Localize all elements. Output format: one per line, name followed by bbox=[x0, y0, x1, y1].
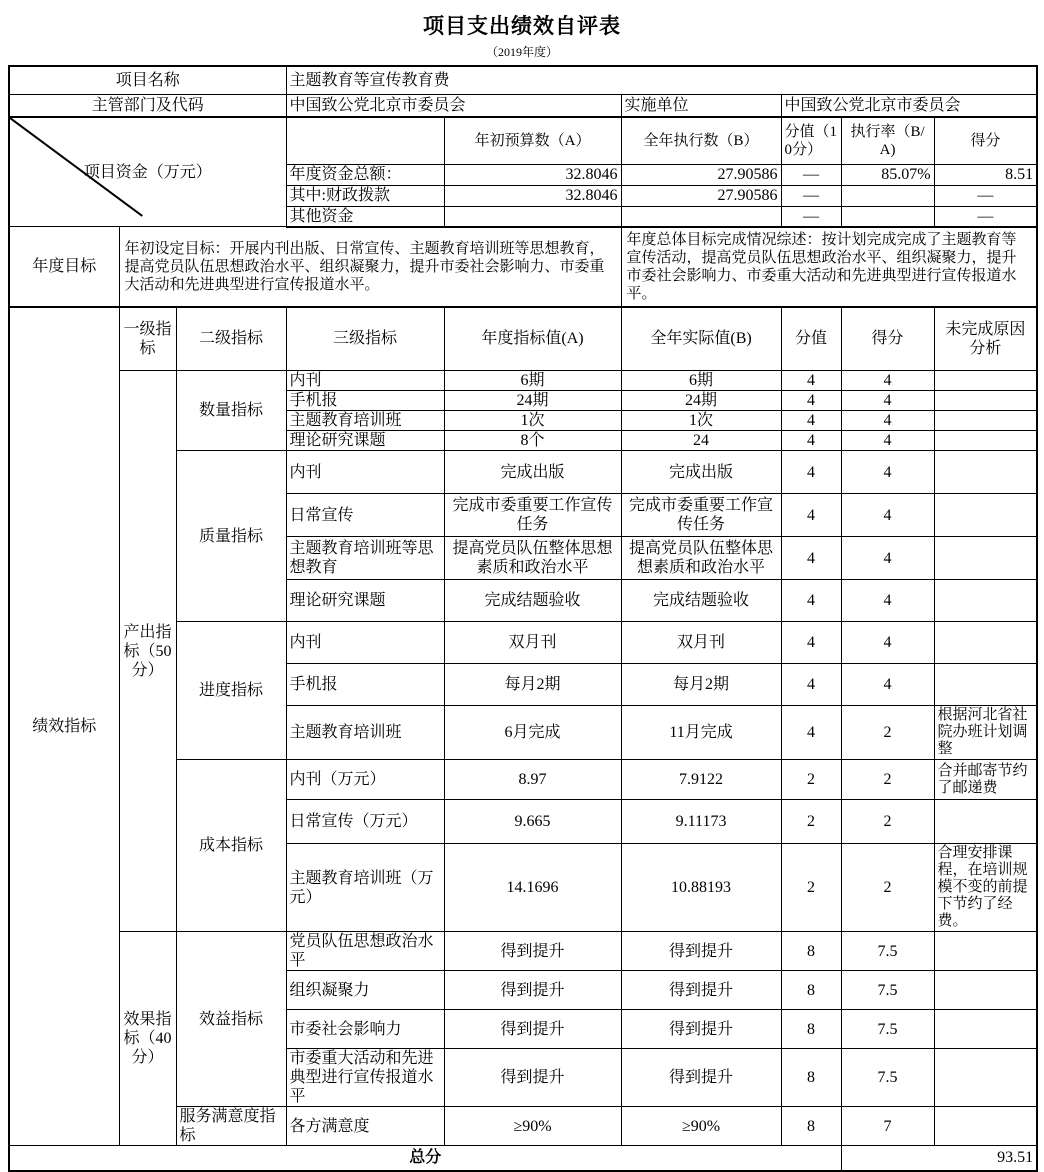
indicator-actual: 得到提升 bbox=[621, 1049, 781, 1107]
indicator-target: 1次 bbox=[444, 411, 621, 431]
funding-score: — bbox=[934, 206, 1037, 227]
funding-actual bbox=[621, 206, 781, 227]
indicator-l3: 党员队伍思想政治水平 bbox=[286, 932, 444, 971]
indicator-weight: 8 bbox=[781, 971, 841, 1010]
indicator-note bbox=[934, 664, 1037, 706]
indicator-score: 7.5 bbox=[841, 1010, 934, 1049]
indicator-note: 合并邮寄节约了邮递费 bbox=[934, 760, 1037, 800]
indicator-weight: 4 bbox=[781, 537, 841, 580]
page-subtitle: （2019年度） bbox=[485, 45, 558, 59]
indicator-target: 8.97 bbox=[444, 760, 621, 800]
funding-actual: 27.90586 bbox=[621, 164, 781, 185]
funding-score: 8.51 bbox=[934, 164, 1037, 185]
indicator-weight: 4 bbox=[781, 706, 841, 760]
indicator-weight: 2 bbox=[781, 760, 841, 800]
indicator-actual: ≥90% bbox=[621, 1107, 781, 1146]
indicator-note bbox=[934, 537, 1037, 580]
indicator-target: 得到提升 bbox=[444, 971, 621, 1010]
indicator-weight: 4 bbox=[781, 622, 841, 664]
indicator-score: 4 bbox=[841, 431, 934, 451]
funding-budget: 32.8046 bbox=[444, 185, 621, 206]
funding-header-rate: 执行率（B/A) bbox=[841, 117, 934, 164]
indicator-l3: 主题教育培训班 bbox=[286, 411, 444, 431]
indicator-score: 4 bbox=[841, 537, 934, 580]
indicator-target: ≥90% bbox=[444, 1107, 621, 1146]
indicator-actual: 24期 bbox=[621, 391, 781, 411]
indicator-target: 6月完成 bbox=[444, 706, 621, 760]
indicator-l3: 手机报 bbox=[286, 664, 444, 706]
indicator-weight: 8 bbox=[781, 932, 841, 971]
funding-row-label: 其中:财政拨款 bbox=[286, 185, 444, 206]
indicator-weight: 4 bbox=[781, 580, 841, 622]
indicator-row bbox=[9, 932, 1037, 971]
indicator-score: 2 bbox=[841, 844, 934, 932]
indicator-score: 7.5 bbox=[841, 1049, 934, 1107]
indicator-weight: 4 bbox=[781, 371, 841, 391]
funding-rate bbox=[841, 206, 934, 227]
indicator-l3: 内刊 bbox=[286, 622, 444, 664]
indicator-l3: 日常宣传 bbox=[286, 494, 444, 537]
indicator-actual: 每月2期 bbox=[621, 664, 781, 706]
indicator-actual: 完成结题验收 bbox=[621, 580, 781, 622]
funding-row-label: 年度资金总额： bbox=[286, 164, 444, 185]
indicator-l3: 内刊 bbox=[286, 451, 444, 494]
annual-goal-summary: 年度总体目标完成情况综述：按计划完成完成了主题教育等宣传活动，提高党员队伍思想政治水平、组织凝聚力，提升市委社会影响力、市委重大活动和先进典型进行宣传报道水平。 bbox=[621, 227, 1037, 307]
impl-value: 中国致公党北京市委员会 bbox=[781, 94, 1037, 117]
indicator-weight: 4 bbox=[781, 494, 841, 537]
indicator-note bbox=[934, 800, 1037, 844]
indicator-note bbox=[934, 391, 1037, 411]
dept-label: 主管部门及代码 bbox=[9, 94, 286, 117]
indicator-target: 双月刊 bbox=[444, 622, 621, 664]
indicator-score: 4 bbox=[841, 622, 934, 664]
indicator-l3: 市委重大活动和先进典型进行宣传报道水平 bbox=[286, 1049, 444, 1107]
table-row bbox=[9, 307, 1037, 371]
level2-progress: 进度指标 bbox=[176, 622, 286, 760]
indicator-note bbox=[934, 932, 1037, 971]
total-label: 总分 bbox=[9, 1146, 841, 1171]
indicator-weight: 4 bbox=[781, 391, 841, 411]
impl-label: 实施单位 bbox=[621, 94, 781, 117]
indicator-score: 2 bbox=[841, 800, 934, 844]
table-row bbox=[9, 94, 1037, 117]
indicator-actual: 双月刊 bbox=[621, 622, 781, 664]
funding-header-actual: 全年执行数（B） bbox=[621, 117, 781, 164]
indicator-note bbox=[934, 411, 1037, 431]
indicator-note bbox=[934, 431, 1037, 451]
indicator-l3: 主题教育培训班 bbox=[286, 706, 444, 760]
funding-label-text: 项目资金（万元） bbox=[83, 163, 212, 181]
indicator-target: 得到提升 bbox=[444, 1010, 621, 1049]
indicator-note bbox=[934, 1010, 1037, 1049]
indicator-score: 4 bbox=[841, 580, 934, 622]
indicator-note bbox=[934, 1049, 1037, 1107]
table-row bbox=[9, 117, 1037, 164]
indicator-actual: 提高党员队伍整体思想素质和政治水平 bbox=[621, 537, 781, 580]
indicator-target: 8个 bbox=[444, 431, 621, 451]
indicator-note bbox=[934, 451, 1037, 494]
indicator-l3: 理论研究课题 bbox=[286, 580, 444, 622]
indicator-actual: 11月完成 bbox=[621, 706, 781, 760]
indicator-actual: 得到提升 bbox=[621, 932, 781, 971]
indicator-l3: 主题教育培训班等思想教育 bbox=[286, 537, 444, 580]
funding-weight: — bbox=[781, 206, 841, 227]
project-name-label: 项目名称 bbox=[9, 66, 286, 94]
indicator-actual: 9.11173 bbox=[621, 800, 781, 844]
indicator-target: 完成结题验收 bbox=[444, 580, 621, 622]
indicator-target: 6期 bbox=[444, 371, 621, 391]
indicator-l3: 内刊 bbox=[286, 371, 444, 391]
indicator-note bbox=[934, 494, 1037, 537]
header-reason: 未完成原因分析 bbox=[934, 307, 1037, 371]
level2-quality: 质量指标 bbox=[176, 451, 286, 622]
indicator-target: 14.1696 bbox=[444, 844, 621, 932]
indicator-weight: 4 bbox=[781, 411, 841, 431]
indicator-score: 4 bbox=[841, 371, 934, 391]
indicator-target: 完成市委重要工作宣传任务 bbox=[444, 494, 621, 537]
funding-score: — bbox=[934, 185, 1037, 206]
header-target: 年度指标值(A) bbox=[444, 307, 621, 371]
funding-row-label: 其他资金 bbox=[286, 206, 444, 227]
table-row bbox=[9, 66, 1037, 94]
funding-rate bbox=[841, 185, 934, 206]
funding-budget: 32.8046 bbox=[444, 164, 621, 185]
indicator-weight: 8 bbox=[781, 1107, 841, 1146]
annual-goal-initial: 年初设定目标：开展内刊出版、日常宣传、主题教育培训班等思想教育，提高党员队伍思想政治水平、组织凝聚力，提升市委社会影响力、市委重大活动和先进典型进行宣传报道水平。 bbox=[119, 227, 621, 307]
funding-header-score: 得分 bbox=[934, 117, 1037, 164]
indicator-actual: 完成市委重要工作宣传任务 bbox=[621, 494, 781, 537]
header-actual: 全年实际值(B) bbox=[621, 307, 781, 371]
indicator-actual: 得到提升 bbox=[621, 1010, 781, 1049]
funding-header-budget: 年初预算数（A） bbox=[444, 117, 621, 164]
indicator-target: 每月2期 bbox=[444, 664, 621, 706]
indicator-score: 2 bbox=[841, 706, 934, 760]
indicator-note bbox=[934, 1107, 1037, 1146]
indicator-l3: 手机报 bbox=[286, 391, 444, 411]
level2-satisfaction: 服务满意度指标 bbox=[176, 1107, 286, 1146]
indicator-note bbox=[934, 580, 1037, 622]
indicator-score: 4 bbox=[841, 391, 934, 411]
header-weight: 分值 bbox=[781, 307, 841, 371]
page-title: 项目支出绩效自评表 bbox=[423, 14, 621, 38]
indicator-actual: 6期 bbox=[621, 371, 781, 391]
annual-goal-label: 年度目标 bbox=[9, 227, 119, 307]
level1-output: 产出指标（50分） bbox=[119, 371, 176, 932]
funding-weight: — bbox=[781, 164, 841, 185]
level2-quantity: 数量指标 bbox=[176, 371, 286, 451]
header-l2: 二级指标 bbox=[176, 307, 286, 371]
indicator-score: 4 bbox=[841, 411, 934, 431]
self-evaluation-table bbox=[8, 65, 1038, 1172]
indicator-score: 7.5 bbox=[841, 932, 934, 971]
indicator-target: 得到提升 bbox=[444, 1049, 621, 1107]
indicator-weight: 4 bbox=[781, 431, 841, 451]
indicator-note: 根据河北省社院办班计划调整 bbox=[934, 706, 1037, 760]
indicator-l3: 组织凝聚力 bbox=[286, 971, 444, 1010]
indicator-score: 7 bbox=[841, 1107, 934, 1146]
indicator-l3: 各方满意度 bbox=[286, 1107, 444, 1146]
indicator-actual: 完成出版 bbox=[621, 451, 781, 494]
indicator-actual: 7.9122 bbox=[621, 760, 781, 800]
indicator-note bbox=[934, 371, 1037, 391]
indicator-target: 9.665 bbox=[444, 800, 621, 844]
indicator-target: 24期 bbox=[444, 391, 621, 411]
funding-section-label bbox=[9, 117, 286, 227]
indicator-weight: 4 bbox=[781, 451, 841, 494]
indicator-note bbox=[934, 622, 1037, 664]
total-value: 93.51 bbox=[841, 1146, 1037, 1171]
funding-rate: 85.07% bbox=[841, 164, 934, 185]
indicator-l3: 理论研究课题 bbox=[286, 431, 444, 451]
indicator-score: 4 bbox=[841, 664, 934, 706]
indicator-note: 合理安排课程，在培训规模不变的前提下节约了经费。 bbox=[934, 844, 1037, 932]
level2-cost: 成本指标 bbox=[176, 760, 286, 932]
indicator-target: 完成出版 bbox=[444, 451, 621, 494]
funding-weight: — bbox=[781, 185, 841, 206]
indicator-score: 7.5 bbox=[841, 971, 934, 1010]
table-row bbox=[9, 227, 1037, 307]
indicator-score: 2 bbox=[841, 760, 934, 800]
indicator-weight: 8 bbox=[781, 1010, 841, 1049]
indicator-weight: 4 bbox=[781, 664, 841, 706]
indicator-l3: 市委社会影响力 bbox=[286, 1010, 444, 1049]
total-row bbox=[9, 1146, 1037, 1171]
level2-benefit: 效益指标 bbox=[176, 932, 286, 1107]
indicators-section-label: 绩效指标 bbox=[9, 307, 119, 1146]
indicator-l3: 内刊（万元） bbox=[286, 760, 444, 800]
indicator-actual: 得到提升 bbox=[621, 971, 781, 1010]
indicator-actual: 24 bbox=[621, 431, 781, 451]
funding-blank-cell bbox=[286, 117, 444, 164]
indicator-weight: 8 bbox=[781, 1049, 841, 1107]
indicator-l3: 日常宣传（万元） bbox=[286, 800, 444, 844]
indicator-row bbox=[9, 371, 1037, 391]
indicator-target: 得到提升 bbox=[444, 932, 621, 971]
header-score: 得分 bbox=[841, 307, 934, 371]
indicator-weight: 2 bbox=[781, 800, 841, 844]
indicator-score: 4 bbox=[841, 451, 934, 494]
project-name-value: 主题教育等宣传教育费 bbox=[286, 66, 1037, 94]
indicator-note bbox=[934, 971, 1037, 1010]
indicator-l3: 主题教育培训班（万元） bbox=[286, 844, 444, 932]
indicator-target: 提高党员队伍整体思想素质和政治水平 bbox=[444, 537, 621, 580]
funding-budget bbox=[444, 206, 621, 227]
header-l3: 三级指标 bbox=[286, 307, 444, 371]
header-l1: 一级指标 bbox=[119, 307, 176, 371]
indicator-weight: 2 bbox=[781, 844, 841, 932]
indicator-actual: 1次 bbox=[621, 411, 781, 431]
level1-effect: 效果指标（40分） bbox=[119, 932, 176, 1146]
indicator-actual: 10.88193 bbox=[621, 844, 781, 932]
funding-actual: 27.90586 bbox=[621, 185, 781, 206]
funding-header-weight: 分值（10分） bbox=[781, 117, 841, 164]
indicator-score: 4 bbox=[841, 494, 934, 537]
dept-value: 中国致公党北京市委员会 bbox=[286, 94, 621, 117]
